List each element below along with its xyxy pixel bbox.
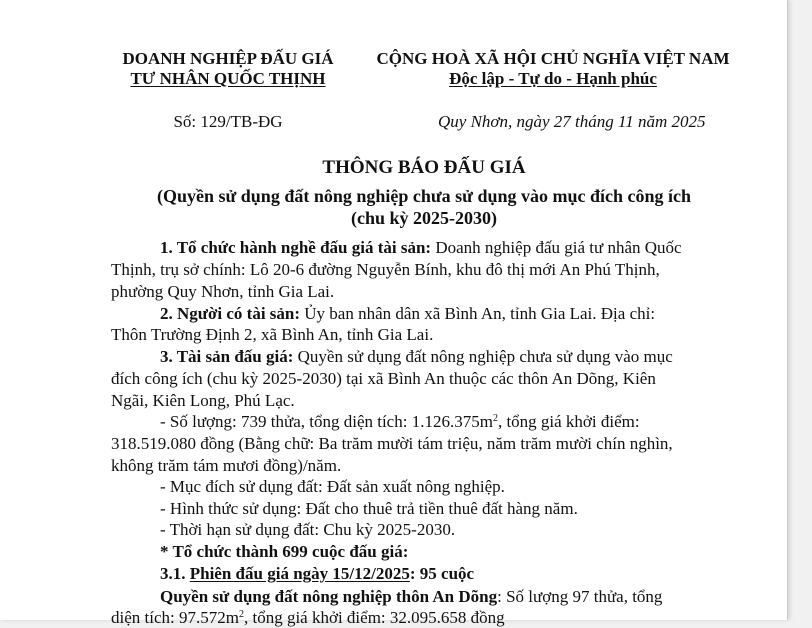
document-subtitle-line2: (chu kỳ 2025-2030) [350,208,497,228]
andong-text: : Số lượng 97 thửa, tổng [497,587,663,606]
section-3-text: Quyền sử dụng đất nông nghiệp chưa sử dụng vào mục [293,347,673,366]
section-1-line3: phường Quy Nhơn, tỉnh Gia Lai. [111,282,335,301]
section-2-label: 2. Người có tài sản: [160,304,301,323]
quantity-line3: không trăm tám mươi đồng)/năm. [111,456,342,475]
section-1-line2: Thịnh, trụ sở chính: Lô 20-6 đường Nguyễn Bính, khu đô thị mới An Phú Thịnh, [111,260,660,279]
section-3-label: 3. Tài sản đấu giá: [160,347,294,366]
section-3-line3: Ngãi, Kiên Long, Phú Lạc. [111,391,295,410]
nation-motto-text: Độc lập - Tự do - Hạnh phúc [449,69,657,88]
document-title: THÔNG BÁO ĐẤU GIÁ [322,157,526,178]
andong-price: , tổng giá khởi điểm: 32.095.658 đồng [243,608,505,627]
andong-label: Quyền sử dụng đất nông nghiệp thôn An Dõng [160,587,498,606]
andong-area-unit-sup: 2 [238,609,244,620]
usage-term: - Thời hạn sử dụng đất: Chu kỳ 2025-2030. [160,520,456,539]
quantity-line2: 318.519.080 đồng (Bằng chữ: Ba trăm mười tám triệu, năm trăm mười chín nghìn, [111,434,673,453]
section-2-line1 [111,303,737,324]
quantity-text: - Số lượng: 739 thửa, tổng diện tích: 1.126.375m [160,412,493,431]
nation-title: CỘNG HOÀ XÃ HỘI CHỦ NGHĨA VIỆT NAM [376,49,730,68]
section-2-line2: Thôn Trường Định 2, xã Bình An, tỉnh Gia Lai. [111,325,434,344]
org-name-line2 [110,69,346,89]
org-name-line2-text: TƯ NHÂN QUỐC THỊNH [130,69,326,88]
session-3-1-number: 3.1. [160,564,190,583]
land-purpose: - Mục đích sử dụng đất: Đất sản xuất nông nghiệp. [160,477,505,496]
usage-form: - Hình thức sử dụng: Đất cho thuê trả tiền thuê đất hàng năm. [160,499,578,518]
nation-motto [372,69,734,89]
section-3-line1 [111,346,737,367]
quantity-line1 [111,411,737,432]
andong-line1 [111,586,737,607]
section-1-line1 [111,237,737,258]
place-date: Quy Nhơn, ngày 27 tháng 11 năm 2025 [438,112,706,131]
document-subtitle-line1: (Quyền sử dụng đất nông nghiệp chưa sử dụng vào mục đích công ích [156,186,692,206]
section-3-line2: đích công ích (chu kỳ 2025-2030) tại xã Bình An thuộc các thôn An Dõng, Kiên [111,369,656,388]
document-number: Số: 129/TB-ĐG [173,112,283,131]
section-1-text: Doanh nghiệp đấu giá tư nhân Quốc [431,238,682,257]
andong-area: diện tích: 97.572m [111,608,239,627]
sessions-heading: * Tổ chức thành 699 cuộc đấu giá: [160,542,409,561]
session-3-1-date: Phiên đấu giá ngày 15/12/2025 [189,564,410,583]
quantity-text-end: , tổng giá khởi điểm: [497,412,640,431]
org-name-line1: DOANH NGHIỆP ĐẤU GIÁ [122,49,334,68]
quantity-area-unit-sup: 2 [492,413,498,424]
session-3-1-count: : 95 cuộc [409,564,475,583]
section-2-text: Ủy ban nhân dân xã Bình An, tỉnh Gia Lai. Địa chỉ: [300,304,656,323]
session-3-1 [111,563,737,584]
andong-line2 [111,607,737,628]
section-1-label: 1. Tổ chức hành nghề đấu giá tài sản: [160,238,432,257]
